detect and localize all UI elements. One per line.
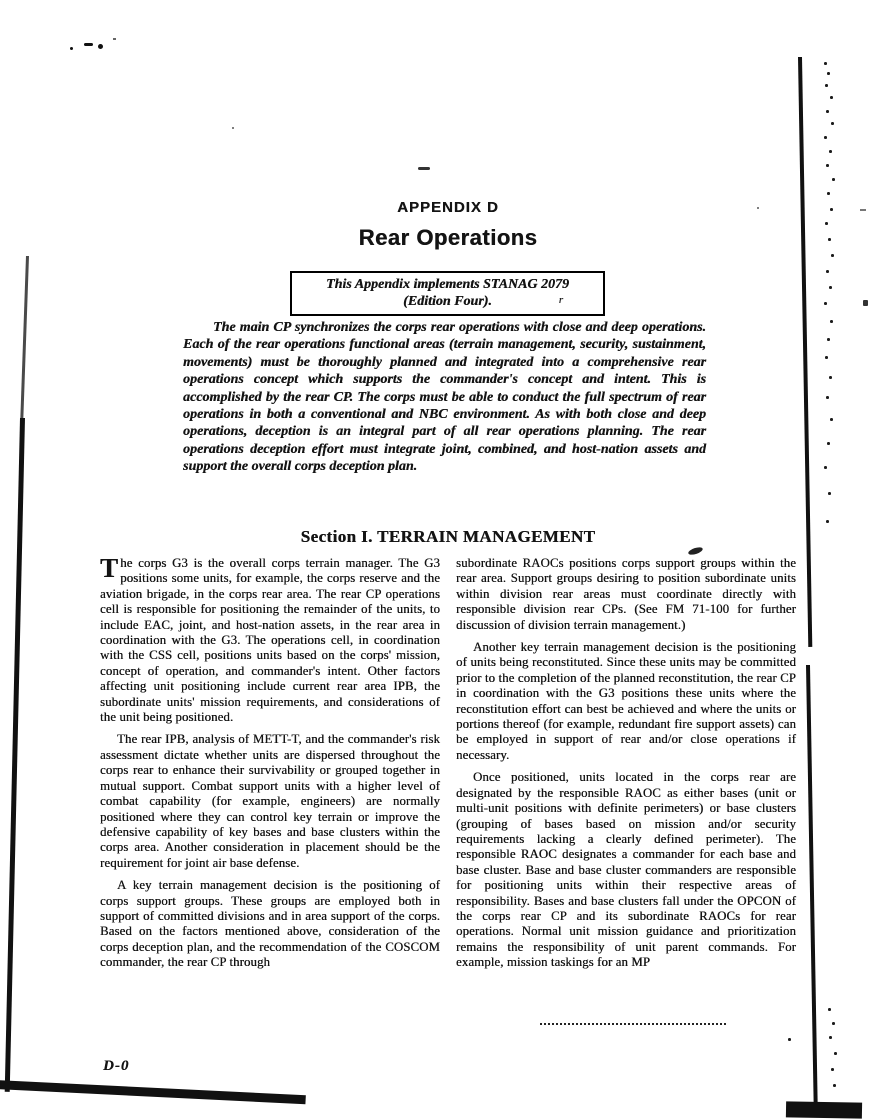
left-paragraph-2: The rear IPB, analysis of METT-T, and the commander's risk assessment dictate whether units are dispersed throughout the corps rear to enhance their survivability or grouped together in mutual support. Combat support units with a higher level of combat capability (for example, engineers) are normally positioned where they can control key terrain or improve the defensive capability of key bases and base clusters within the corps area. Another consideration in placement should be the requirement for joint air base defense.	[100, 732, 440, 870]
scan-artifact-left-line-top	[20, 256, 29, 422]
scan-artifact-top-center-dash	[418, 167, 430, 170]
stanag-box-stray-mark: r	[558, 294, 563, 306]
appendix-label: APPENDIX D	[397, 199, 499, 216]
scan-artifact-bottom-left-bar	[0, 1080, 306, 1104]
scan-artifact-left-line	[5, 418, 25, 1092]
left-paragraph-1	[100, 553, 440, 725]
scan-artifact-speckles-right	[824, 62, 827, 65]
scan-artifact-bottom-right-bar	[786, 1101, 862, 1118]
scan-artifact-topleft-dash	[84, 43, 93, 46]
scan-artifact-right-line-lower	[806, 665, 818, 1105]
body-columns	[100, 553, 796, 978]
scan-artifact-topleft-dot	[70, 47, 73, 50]
page-title: Rear Operations	[358, 225, 538, 250]
scan-artifact-right-edge-mark	[863, 300, 868, 306]
right-column	[456, 556, 796, 978]
scan-artifact-topleft-tick	[113, 38, 116, 40]
stanag-box-line1: This Appendix implements STANAG 2079	[326, 277, 569, 292]
scan-artifact-right-line-upper	[798, 57, 812, 647]
right-paragraph-3: Once positioned, units located in the corps rear are designated by the responsible RAOC as either bases (unit or multi-unit positions with definite perimeters) or base clusters (grouping of bases based on mission and/or security requirements lacking a clearly defined perimeter). The responsible RAOC designates a commander for each base and base cluster. Base and base cluster commanders are responsible for positioning units within their respective areas of responsibility. Bases and base clusters fall under the OPCON of the corps rear CP and its subordinate RAOCs for rear operations. Normal unit mission guidance and prioritization remains the responsibility of unit parent commands. For example, mission taskings for an MP	[456, 770, 796, 970]
section-heading: Section I. TERRAIN MANAGEMENT	[300, 527, 596, 546]
scan-artifact-topleft-blob	[98, 44, 103, 49]
page-number: D-0	[103, 1058, 130, 1074]
intro-paragraph: The main CP synchronizes the corps rear operations with close and deep operations. Each of the rear operations functional areas (terrain management, security, sustainment, movements) must be thoroughly planned and integrated into a comprehensive rear operations concept which supports the commander's concept and intent. This is accomplished by the rear CP. The corps must be able to conduct the full spectrum of rear operations in both a conventional and NBC environment. As with both close and deep operations, deception is an integral part of all rear operations planning. The rear operations deception effort must integrate joint, combined, and host-nation assets and support the overall corps deception plan.	[183, 320, 706, 475]
dropcap-letter: T	[100, 553, 119, 583]
right-paragraph-2: Another key terrain management decision is the positioning of units being reconstituted. Since these units may be committed prior to the completion of the planned reconstitution, the rear CP in coordination with the G3 positions these units where the reconstitution effort can best be achieved and where the units or portions thereof (for example, redundant fire support assets) can be employed in support of rear and/or close operations if necessary.	[456, 640, 796, 762]
stanag-box-line2: (Edition Four).	[403, 294, 492, 309]
scan-artifact-dot-near-title	[232, 127, 234, 129]
scan-artifact-smudge-column2	[687, 546, 703, 556]
left-paragraph-3: A key terrain management decision is the positioning of corps support groups. These groups are employed both in support of committed divisions and in area support of the corps. Based on the factors mentioned above, consideration of the corps deception plan, and the recommendation of the COSCOM commander, the rear CP through	[100, 878, 440, 970]
left-paragraph-1-text: he corps G3 is the overall corps terrain manager. The G3 positions some units, for example, the corps reserve and the aviation brigade, in the corps rear area. The rear CP operations cell is responsible for positioning the remainder of the units, to include EAC, joint, and host-nation assets, in the rear area in coordination with the G3. The operations cell, in coordination with the CSS cell, positions units based on the corps' mission, concept of operation, and commander's intent. Other factors affecting unit positioning include current rear area IPB, the subordinate units' mission requirements, and considerations of the unit being positioned.	[100, 556, 440, 725]
stanag-implementation-box	[290, 271, 605, 316]
scan-artifact-speckles-bottom-right	[828, 1008, 831, 1011]
right-paragraph-1: subordinate RAOCs positions corps support groups within the rear area. Support groups desiring to position subordinate units within division rear areas must coordinate directly with responsible division rear CPs. (See FM 71-100 for further discussion of division terrain management.)	[456, 556, 796, 632]
scan-artifact-underline-marks	[540, 1023, 726, 1025]
left-column	[100, 553, 440, 978]
scan-artifact-right-edge-dash	[860, 209, 866, 211]
